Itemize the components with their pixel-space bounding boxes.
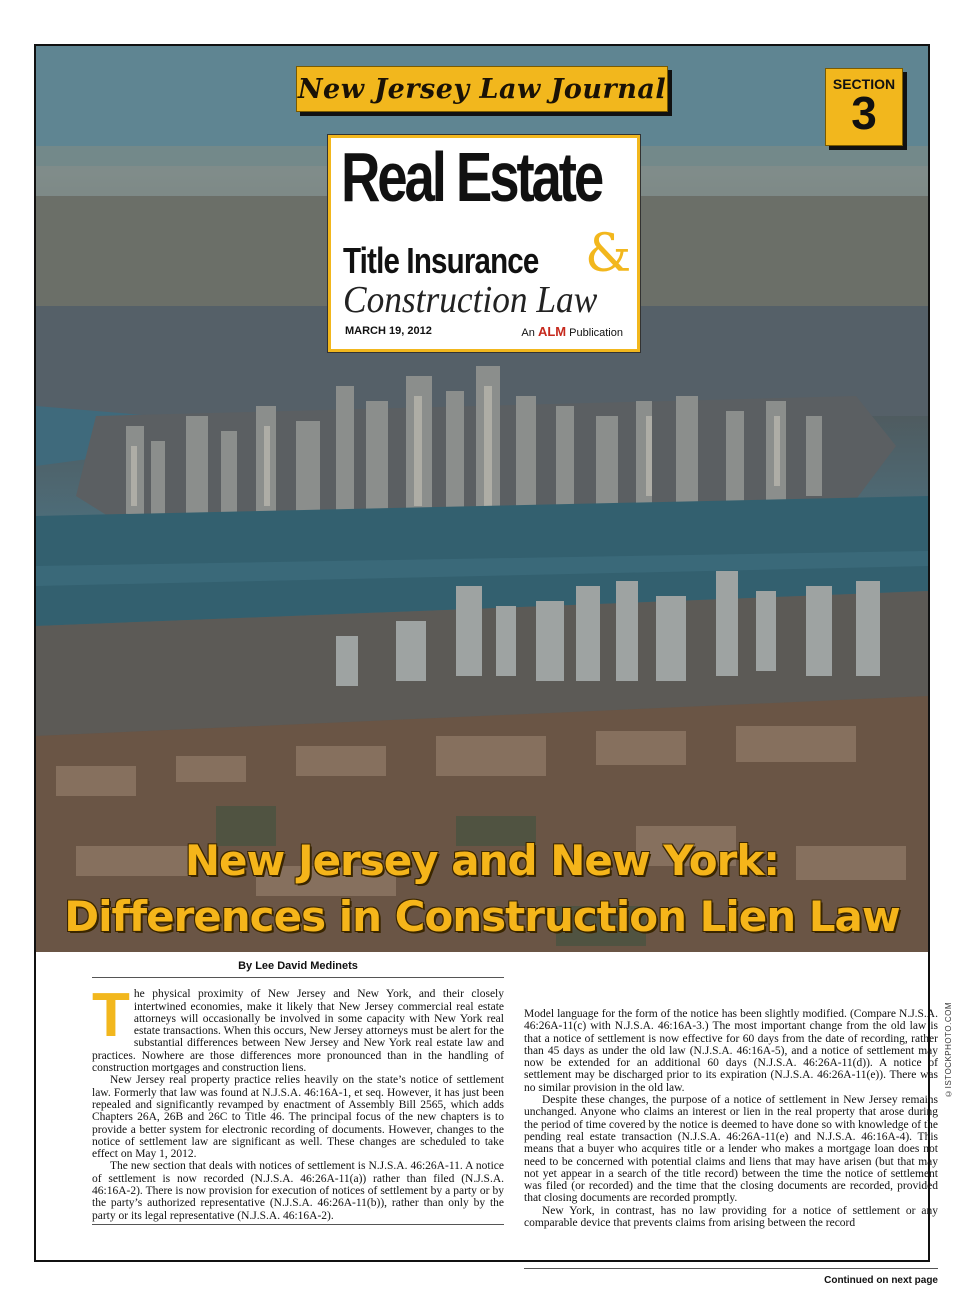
title-construction-law: Construction Law	[343, 279, 598, 321]
headline-line-1: New Jersey and New York:	[184, 836, 780, 885]
masthead-title: New Jersey Law Journal	[297, 73, 667, 105]
article-column-right	[524, 1008, 938, 1229]
byline: By Lee David Medinets	[92, 960, 504, 978]
publisher-line	[521, 324, 623, 339]
article-column-left	[92, 960, 504, 1225]
publisher-prefix: An	[521, 327, 535, 339]
column-rule	[92, 1224, 504, 1225]
photo-credit: ©ISTOCKPHOTO.COM	[944, 1002, 953, 1098]
article-paragraph: New Jersey real property practice relies heavily on the state’s notice of settlement law. Formerly that law was found at N.J.S.A. 46:16A-1, et seq. However, it has just been repealed and significantly revamped by enactment of Assembly Bill 2565, which adds Chapters 26A, 26B and 26C to Title 46. The principal focus of the new chapters is to provide a better system for electronic recording of documents. However, changes to the notice of settlement law are significant as well. These changes are scheduled to take effect on May 1, 2012.	[92, 1074, 504, 1161]
article-paragraph: he physical proximity of New Jersey and New York, and their closely intertwined economies, make it likely that New Jersey commercial real estate attorneys will occasionally be involved in some capacity with New York real estate transactions. When this occurs, New Jersey attorneys must be alert for the substantial differences between New Jersey and New York real estate law and practices. Nowhere are those differences more pronounced than in the handling of construction mortgages and construction liens.	[92, 988, 504, 1075]
continued-on-next-page: Continued on next page	[524, 1268, 938, 1286]
section-label: SECTION	[832, 76, 896, 92]
alm-logo: ALM	[537, 324, 567, 339]
section-badge	[825, 68, 903, 146]
headline-line-2: Differences in Construction Lien Law	[64, 892, 900, 941]
article-paragraph: The new section that deals with notices of settlement is N.J.S.A. 46:26A-11. A notice of settlement is now recorded (N.J.S.A. 46:26A-11(a)) rather than filed (N.J.S.A. 46:16A-2). There is now provision for execution of notices of settlement by a party or by the party’s authorized representative (N.J.S.A. 46:26A-11(b)), rather than only by the party or its legal representative (N.J.S.A. 46:16A-2).	[92, 1160, 504, 1222]
article-paragraph: Despite these changes, the purpose of a notice of settlement in New Jersey remains unchanged. Anyone who claims an interest or lien in the real property that arose during the period of time covered by the notice is deemed to have done so with knowledge of the pending real estate transaction (N.J.S.A. 46:26A-11(e) and N.J.S.A. 46:16A-4). This means that a buyer who acquires title or a lender who makes a mortgage loan does not need to be concerned with potential claims and liens that may have arisen (but that may not yet appear in a search of the title record) between the time the notice of settlement was filed (or recorded) and the time that the closing documents are recorded, provided that closing documents are recorded promptly.	[524, 1094, 938, 1205]
page-frame	[34, 44, 953, 1286]
publisher-suffix: Publication	[569, 327, 623, 339]
masthead	[296, 66, 668, 112]
article-paragraph: Model language for the form of the notice has been slightly modified. (Compare N.J.S.A. 46:26A-11(c) with N.J.S.A. 46:16A-3.) The most important change from the old law is that a notice of settlement is now effective for 60 days from the date of recording, rather than 45 days as under the old law (N.J.S.A. 46:16A-5), and a notice of settlement may now be extended for an additional 60 days (N.J.S.A. 46:26A-11(d)). A notice of settlement may be discharged prior to its expiration (N.J.S.A. 46:26A-11(e)). There was no similar provision in the old law.	[524, 1008, 938, 1094]
cover-photo	[36, 46, 928, 952]
title-ampersand: &	[585, 224, 632, 284]
title-real-estate: Real Estate	[341, 138, 602, 216]
drop-cap: T	[92, 981, 130, 1051]
section-number: 3	[851, 87, 877, 139]
article-paragraph: New York, in contrast, has no law providing for a notice of settlement or any comparable device that prevents claims from arising between the record	[524, 1204, 938, 1230]
issue-date: MARCH 19, 2012	[345, 325, 432, 337]
title-panel	[328, 135, 640, 352]
title-title-insurance: Title Insurance	[343, 240, 539, 281]
